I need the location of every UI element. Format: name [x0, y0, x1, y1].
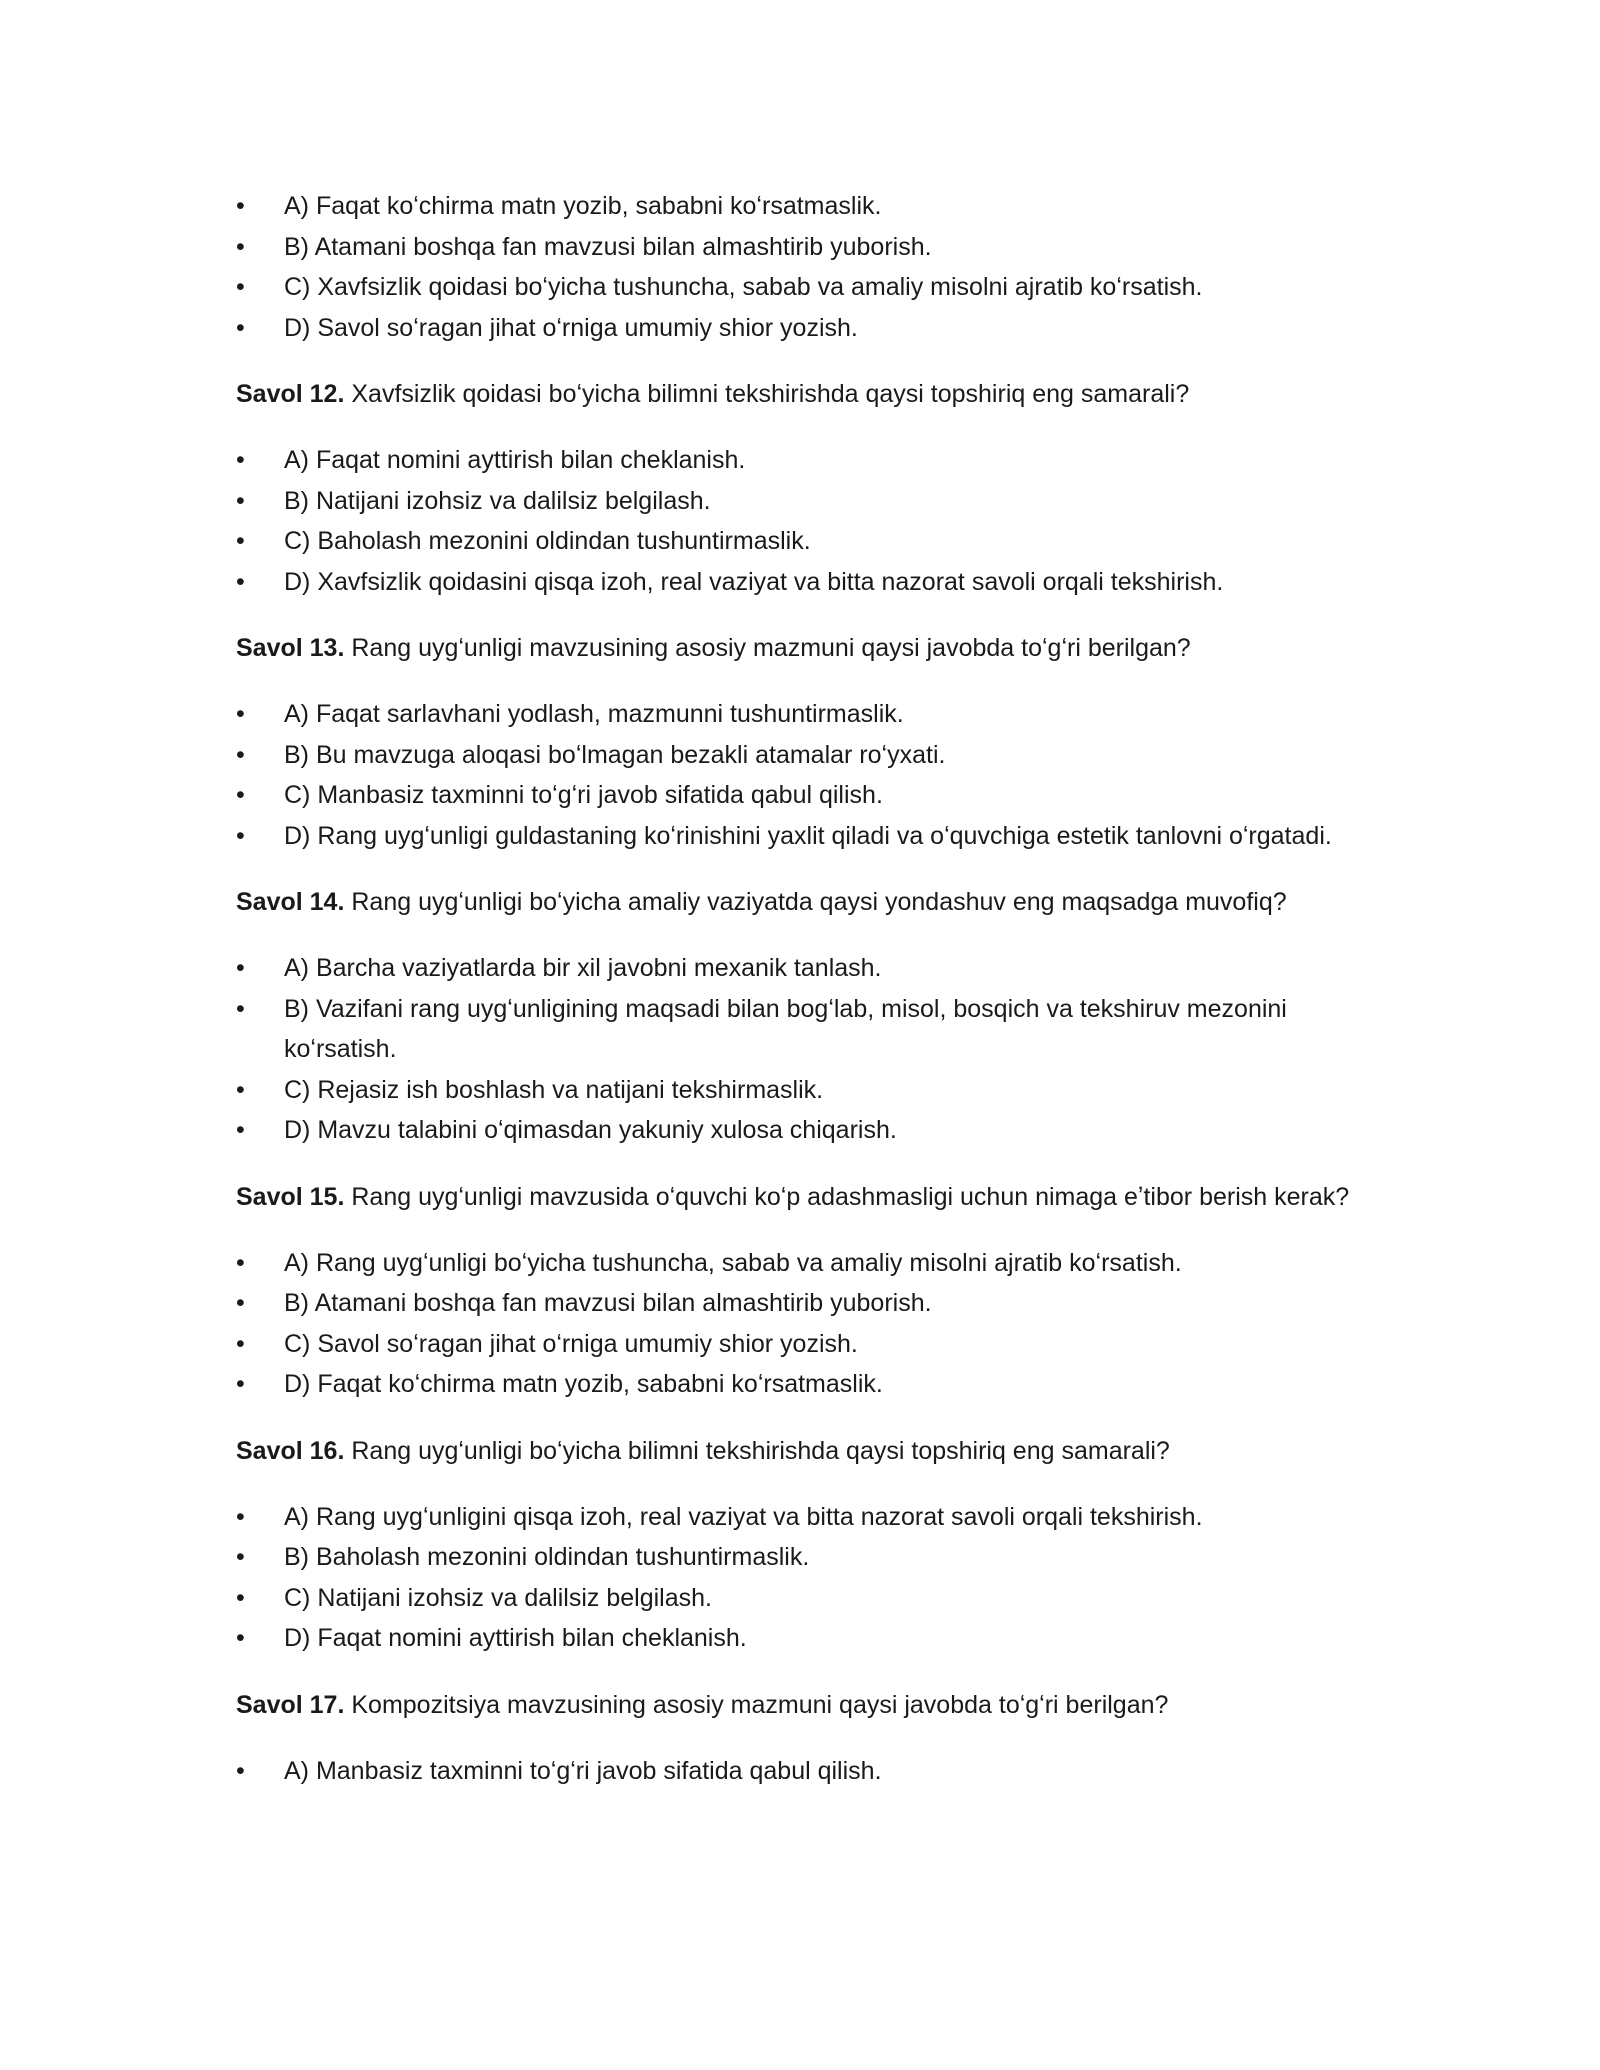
option-item [236, 948, 1366, 989]
bullet-icon: • [236, 232, 245, 261]
question-text: Xavfsizlik qoidasi boʻyicha bilimni tekshirishda qaysi topshiriq eng samarali? [351, 380, 1190, 408]
question-label: Savol 14. [236, 888, 345, 916]
question-label: Savol 17. [236, 1690, 345, 1719]
bullet-icon: • [236, 954, 245, 982]
question-label: Savol 12. [236, 380, 345, 408]
option-item [236, 1364, 1366, 1405]
option-list [236, 694, 1366, 856]
option-list [236, 1751, 1366, 1792]
option-item [236, 1618, 1366, 1659]
option-item [236, 521, 1366, 562]
bullet-icon: • [236, 781, 245, 809]
bullet-icon: • [236, 192, 245, 220]
option-item [236, 308, 1366, 349]
option-text: D) Faqat nomini ayttirish bilan cheklanish. [284, 1624, 747, 1652]
option-item [236, 1537, 1366, 1578]
bullet-icon: • [236, 273, 245, 301]
option-text: B) Atamani boshqa fan mavzusi bilan almashtirib yuborish. [284, 232, 932, 261]
option-item [236, 1070, 1366, 1111]
bullet-icon: • [236, 1756, 245, 1785]
question-text: Rang uygʻunligi mavzusida oʻquvchi koʻp adashmasligi uchun nimaga eʼtibor berish kerak? [351, 1182, 1350, 1211]
option-text: A) Faqat koʻchirma matn yozib, sababni koʻrsatmaslik. [284, 192, 882, 220]
bullet-icon: • [236, 1248, 245, 1277]
option-item [236, 694, 1366, 735]
option-text: A) Barcha vaziyatlarda bir xil javobni mexanik tanlash. [284, 954, 882, 982]
option-list [236, 1243, 1366, 1405]
question-heading [236, 1685, 1366, 1725]
option-item [236, 1283, 1366, 1324]
option-item [236, 481, 1366, 522]
option-text: C) Xavfsizlik qoidasi boʻyicha tushuncha, sabab va amaliy misolni ajratib koʻrsatish. [284, 273, 1203, 301]
option-text: D) Savol soʻragan jihat oʻrniga umumiy shior yozish. [284, 313, 858, 342]
option-text: C) Manbasiz taxminni toʻgʻri javob sifatida qabul qilish. [284, 781, 883, 809]
option-item [236, 816, 1366, 857]
option-item [236, 1110, 1366, 1151]
bullet-icon: • [236, 1289, 245, 1317]
option-item [236, 735, 1366, 776]
option-text: B) Bu mavzuga aloqasi boʻlmagan bezakli atamalar roʻyxati. [284, 740, 946, 769]
option-text: A) Faqat nomini ayttirish bilan cheklanish. [284, 446, 746, 474]
bullet-icon: • [236, 1075, 245, 1104]
option-item [236, 562, 1366, 603]
bullet-icon: • [236, 740, 245, 769]
bullet-icon: • [236, 527, 245, 555]
bullet-icon: • [236, 1543, 245, 1571]
bullet-icon: • [236, 700, 245, 728]
question-text: Kompozitsiya mavzusining asosiy mazmuni qaysi javobda toʻgʻri berilgan? [351, 1690, 1169, 1719]
bullet-icon: • [236, 1116, 245, 1144]
bullet-icon: • [236, 821, 245, 850]
question-heading [236, 628, 1366, 668]
option-item [236, 227, 1366, 268]
option-item [236, 186, 1366, 227]
bullet-icon: • [236, 1329, 245, 1358]
option-item [236, 1751, 1366, 1792]
option-text: C) Savol soʻragan jihat oʻrniga umumiy shior yozish. [284, 1329, 858, 1358]
option-item [236, 1243, 1366, 1284]
option-text: D) Mavzu talabini oʻqimasdan yakuniy xulosa chiqarish. [284, 1116, 897, 1144]
question-text: Rang uygʻunligi boʻyicha amaliy vaziyatda qaysi yondashuv eng maqsadga muvofiq? [351, 888, 1287, 916]
option-text: A) Manbasiz taxminni toʻgʻri javob sifatida qabul qilish. [284, 1756, 882, 1785]
option-text: D) Faqat koʻchirma matn yozib, sababni koʻrsatmaslik. [284, 1370, 883, 1398]
option-text: C) Baholash mezonini oldindan tushuntirmaslik. [284, 527, 811, 555]
bullet-icon: • [236, 567, 245, 596]
document-page [236, 186, 1366, 1791]
option-item [236, 440, 1366, 481]
option-list [236, 440, 1366, 602]
option-list [236, 1497, 1366, 1659]
option-text: C) Rejasiz ish boshlash va natijani tekshirmaslik. [284, 1075, 824, 1104]
option-list [236, 186, 1366, 348]
question-text: Rang uygʻunligi mavzusining asosiy mazmuni qaysi javobda toʻgʻri berilgan? [351, 634, 1191, 662]
bullet-icon: • [236, 994, 245, 1023]
bullet-icon: • [236, 446, 245, 474]
question-heading [236, 374, 1366, 414]
option-text: D) Xavfsizlik qoidasini qisqa izoh, real vaziyat va bitta nazorat savoli orqali tekshirish. [284, 567, 1224, 596]
bullet-icon: • [236, 486, 245, 515]
question-label: Savol 15. [236, 1182, 345, 1211]
question-heading [236, 1177, 1366, 1217]
option-text: B) Baholash mezonini oldindan tushuntirmaslik. [284, 1543, 810, 1571]
bullet-icon: • [236, 1370, 245, 1398]
question-text: Rang uygʻunligi boʻyicha bilimni tekshirishda qaysi topshiriq eng samarali? [351, 1436, 1170, 1465]
bullet-icon: • [236, 313, 245, 342]
question-heading [236, 1431, 1366, 1471]
bullet-icon: • [236, 1583, 245, 1612]
option-list [236, 948, 1366, 1151]
option-text: A) Rang uygʻunligi boʻyicha tushuncha, sabab va amaliy misolni ajratib koʻrsatish. [284, 1248, 1182, 1277]
bullet-icon: • [236, 1624, 245, 1652]
option-text: A) Rang uygʻunligini qisqa izoh, real vaziyat va bitta nazorat savoli orqali tekshirish. [284, 1502, 1203, 1531]
option-item [236, 1578, 1366, 1619]
bullet-icon: • [236, 1502, 245, 1531]
question-label: Savol 16. [236, 1436, 345, 1465]
option-text: B) Natijani izohsiz va dalilsiz belgilash. [284, 486, 711, 515]
question-heading [236, 882, 1366, 922]
option-item [236, 267, 1366, 308]
option-item [236, 775, 1366, 816]
option-text: B) Atamani boshqa fan mavzusi bilan almashtirib yuborish. [284, 1289, 932, 1317]
option-item [236, 989, 1366, 1070]
option-text: A) Faqat sarlavhani yodlash, mazmunni tushuntirmaslik. [284, 700, 904, 728]
question-label: Savol 13. [236, 634, 345, 662]
option-text: B) Vazifani rang uygʻunligining maqsadi bilan bogʻlab, misol, bosqich va tekshiruv mezonini koʻrsatish. [284, 994, 1287, 1063]
option-item [236, 1497, 1366, 1538]
option-text: C) Natijani izohsiz va dalilsiz belgilash. [284, 1583, 712, 1612]
option-item [236, 1324, 1366, 1365]
option-text: D) Rang uygʻunligi guldastaning koʻrinishini yaxlit qiladi va oʻquvchiga estetik tanlovni oʻrgatadi. [284, 821, 1332, 850]
